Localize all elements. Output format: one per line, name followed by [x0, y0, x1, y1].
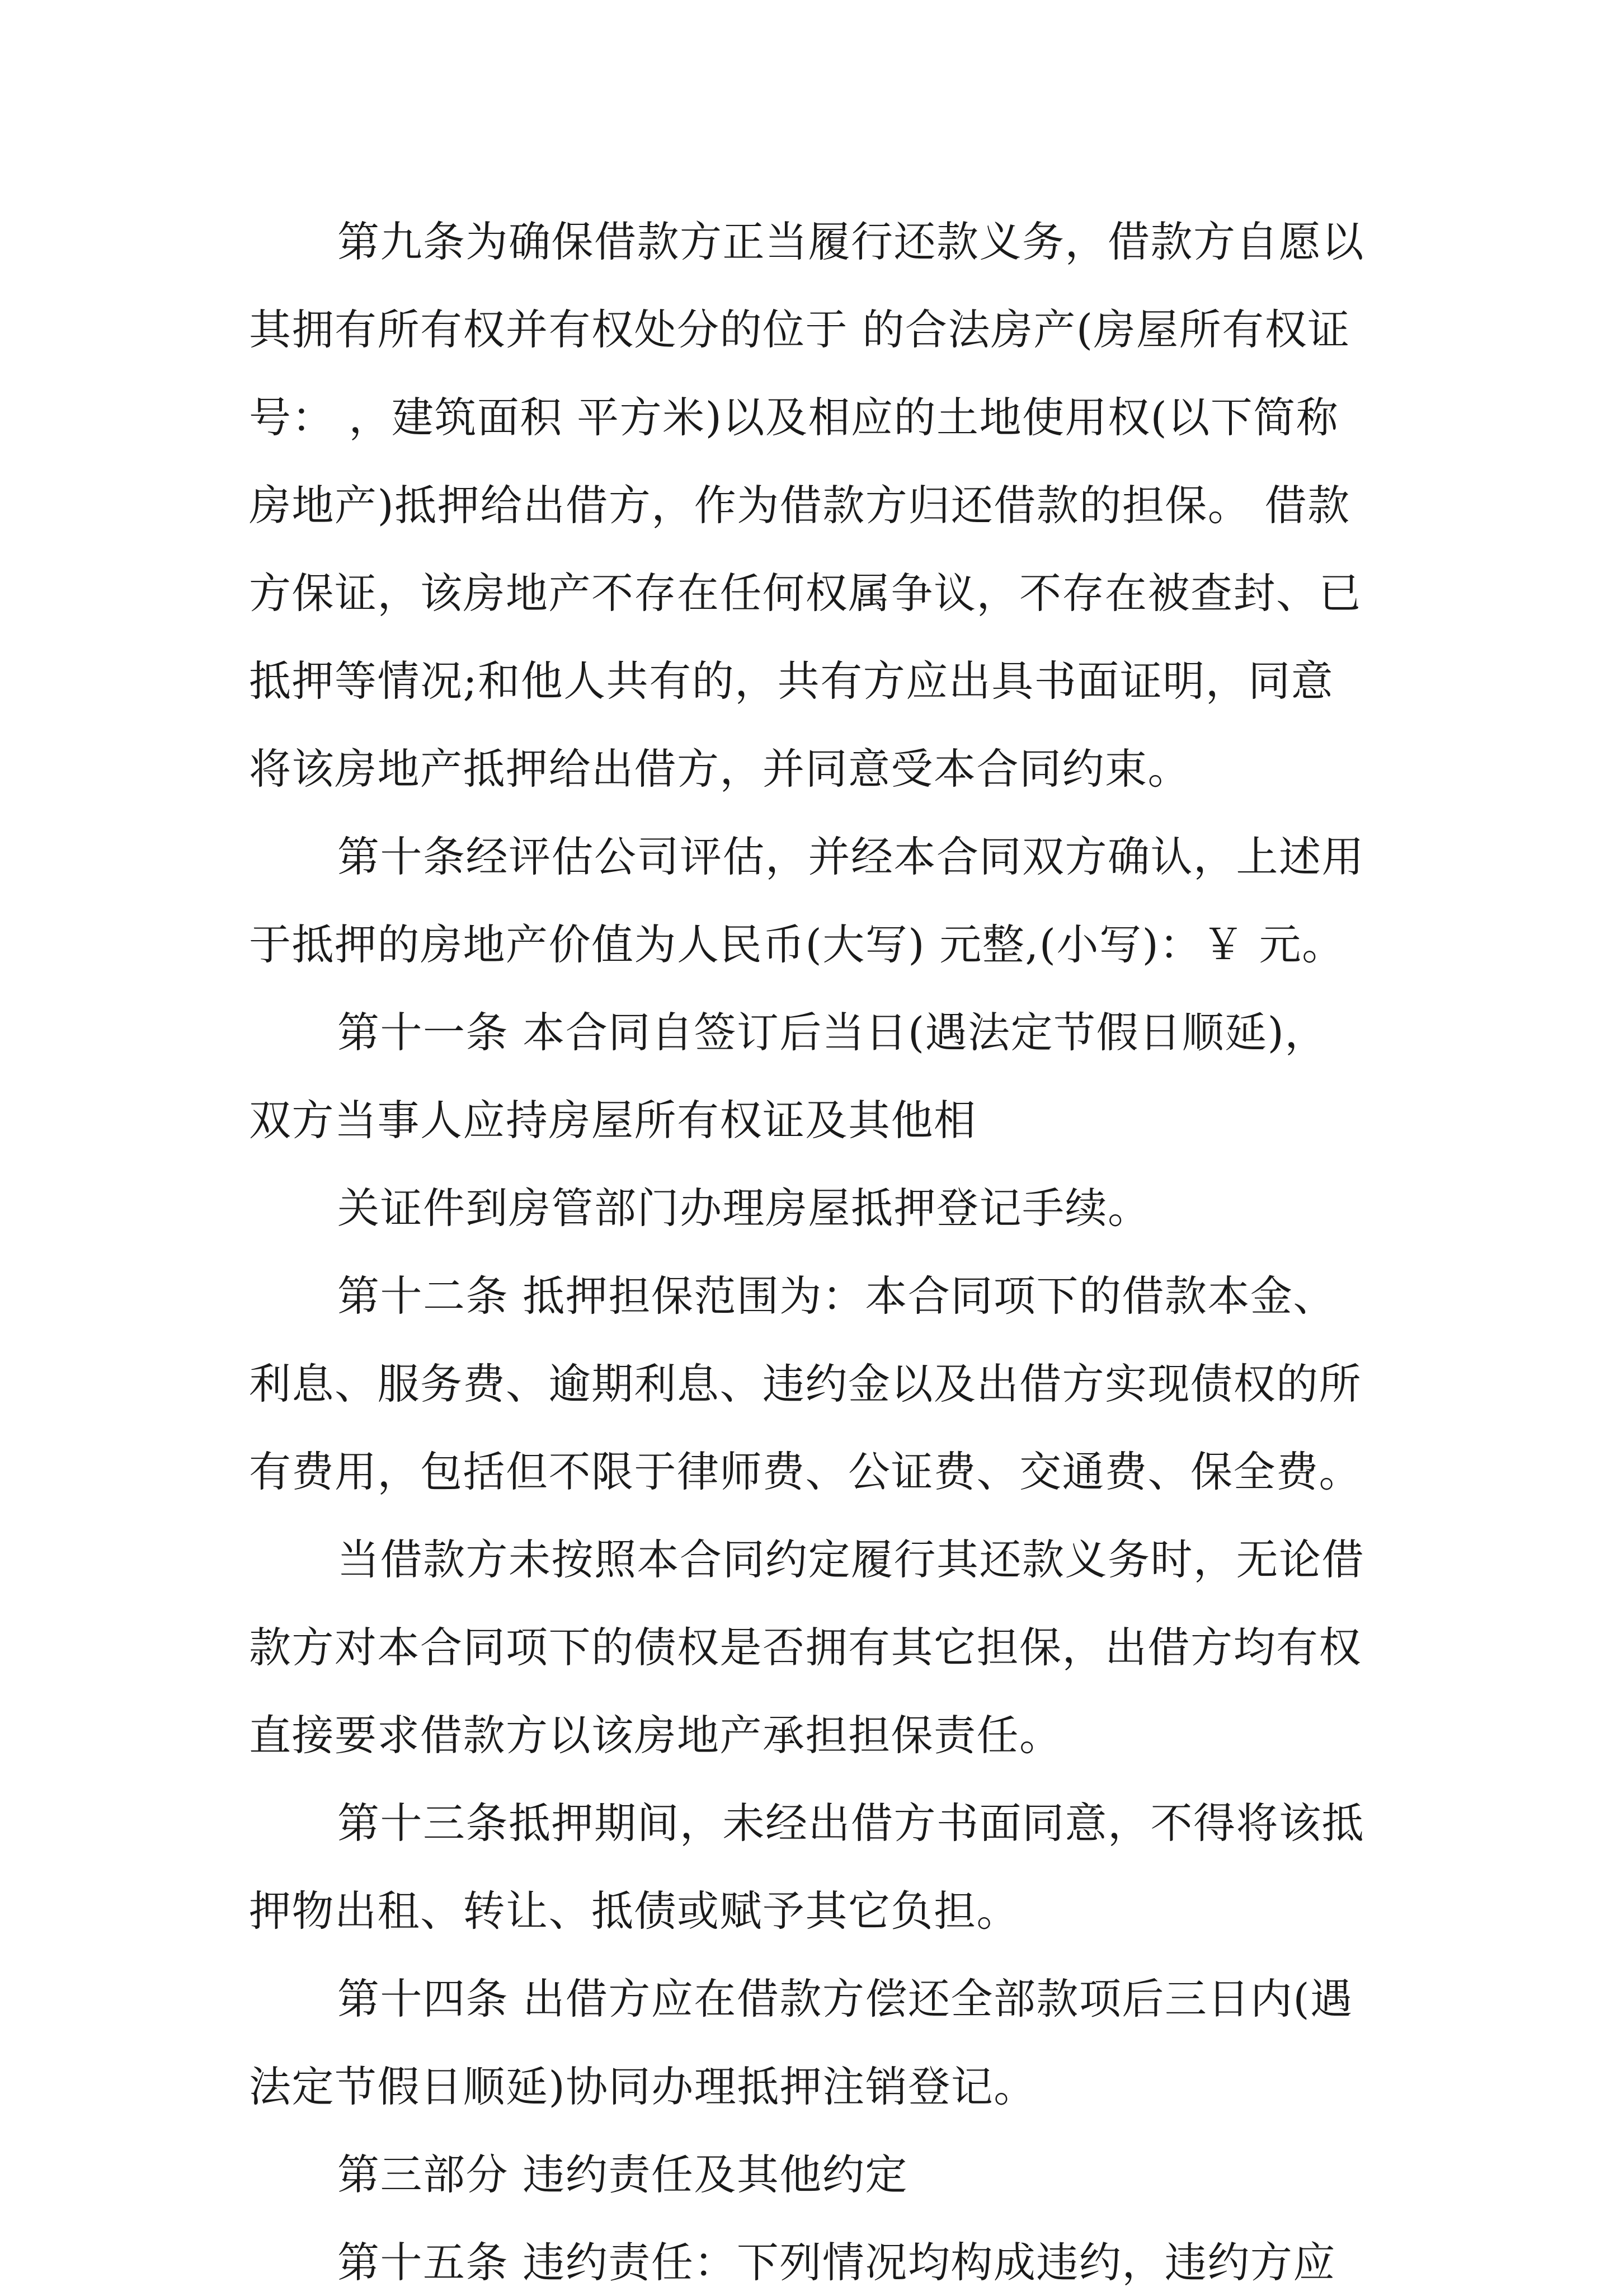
text-line: 方保证，该房地产不存在任何权属争议，不存在被查封、已	[249, 569, 1362, 618]
text-line: 第十条经评估公司评估，并经本合同双方确认，上述用	[337, 832, 1365, 881]
text-line: 其拥有所有权并有权处分的位于 的合法房产(房屋所有权证	[249, 305, 1350, 354]
text-line: 第十五条 违约责任：下列情况均构成违约，违约方应	[337, 2238, 1336, 2287]
text-line: 当借款方未按照本合同约定履行其还款义务时，无论借	[337, 1535, 1365, 1584]
text-line: 有费用，包括但不限于律师费、公证费、交通费、保全费。	[249, 1447, 1362, 1496]
text-line: 关证件到房管部门办理房屋抵押登记手续。	[337, 1184, 1151, 1233]
text-line: 利息、服务费、逾期利息、违约金以及出借方实现债权的所	[249, 1359, 1362, 1408]
text-line: 第十一条 本合同自签订后当日(遇法定节假日顺延)，	[337, 1008, 1328, 1057]
text-line: 双方当事人应持房屋所有权证及其他相	[249, 1096, 977, 1145]
section-heading: 第三部分 违约责任及其他约定	[337, 2150, 908, 2199]
text-line: 第十四条 出借方应在借款方偿还全部款项后三日内(遇	[337, 1974, 1353, 2023]
text-line: 第十二条 抵押担保范围为：本合同项下的借款本金、	[337, 1271, 1336, 1321]
text-line: 号： ，建筑面积 平方米)以及相应的土地使用权(以下简称	[249, 393, 1339, 442]
text-line: 押物出租、转让、抵债或赋予其它负担。	[249, 1886, 1020, 1936]
text-line: 第九条为确保借款方正当履行还款义务，借款方自愿以	[337, 217, 1365, 266]
text-line: 抵押等情况;和他人共有的，共有方应出具书面证明，同意	[249, 656, 1334, 706]
text-line: 于抵押的房地产价值为人民币(大写) 元整,(小写)：￥ 元。	[249, 920, 1345, 969]
text-line: 法定节假日顺延)协同办理抵押注销登记。	[249, 2062, 1037, 2111]
text-line: 第十三条抵押期间，未经出借方书面同意，不得将该抵	[337, 1799, 1365, 1848]
text-line: 房地产)抵押给出借方，作为借款方归还借款的担保。 借款	[249, 481, 1350, 530]
text-line: 直接要求借款方以该房地产承担担保责任。	[249, 1711, 1062, 1760]
text-line: 将该房地产抵押给出借方，并同意受本合同约束。	[249, 744, 1191, 793]
text-line: 款方对本合同项下的债权是否拥有其它担保，出借方均有权	[249, 1623, 1362, 1672]
